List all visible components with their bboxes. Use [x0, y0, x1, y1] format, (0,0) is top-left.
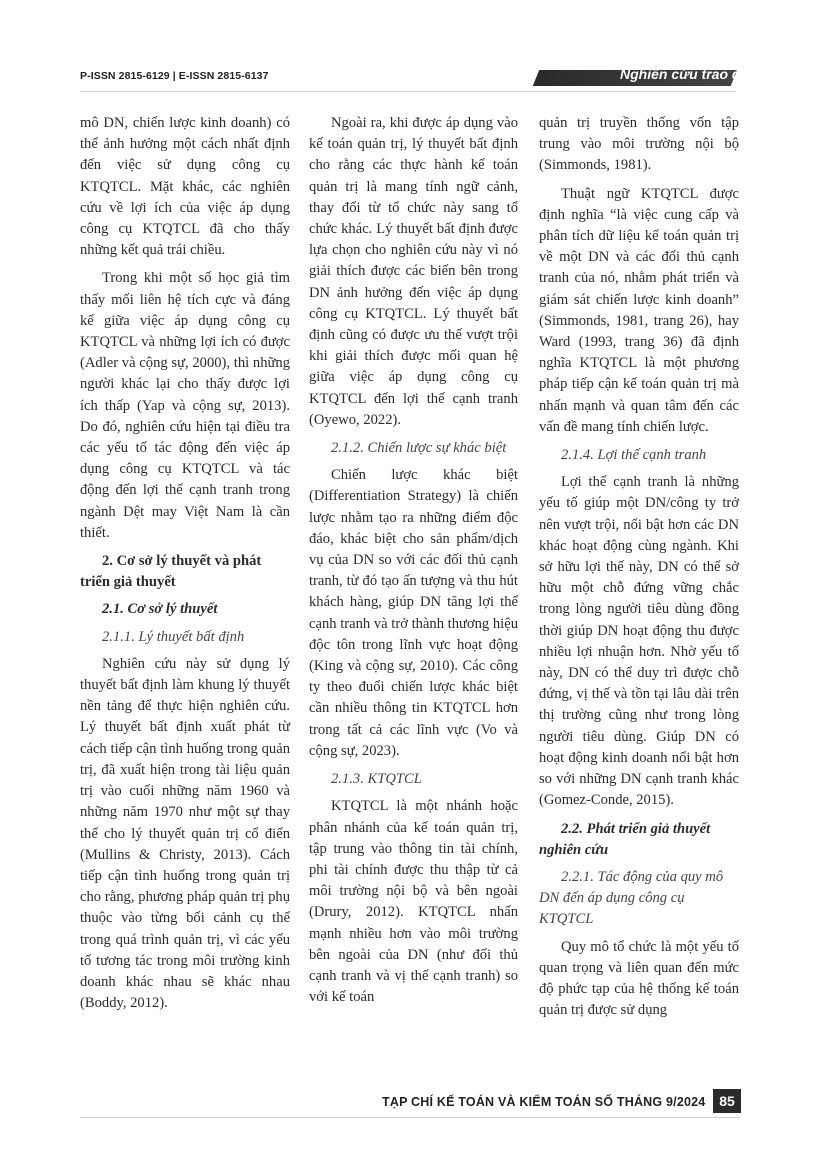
subsubsection-heading: 2.1.3. KTQTCL — [331, 771, 422, 788]
paragraph: Thuật ngữ KTQTCL được định nghĩa “là việc cung cấp và phân tích dữ liệu kế toán quản trị về một DN và các đối thủ cạnh tranh của nó, nhằm phát triển và giám sát chiến lược kinh doanh” (Simmonds, 1981, trang 26), hay Ward (1993, trang 36) đã định nghĩa KTQTCL là một phương pháp tiếp cận kế toán quản trị mà nhấn mạnh và quan tâm đến các vấn đề mang tính chiến lược. — [539, 185, 739, 435]
paragraph: Quy mô tổ chức là một yếu tố quan trọng và liên quan đến mức độ phức tạp của hệ thống kế toán quản trị được sử dụng — [539, 938, 739, 1019]
subsubsection-heading: 2.1.2. Chiến lược sự khác biệt — [331, 440, 507, 457]
paragraph: Lợi thế cạnh tranh là những yếu tố giúp một DN/công ty trở nên vượt trội, nổi bật hơn các DN khác hoạt động cùng ngành. Khi sở hữu lợi thế này, DN có thể sở hữu một chỗ đứng vững chắc trong lòng người tiêu dùng đồng thời giúp DN hoạt động thu được nhiều lợi nhuận hơn. Nhờ yếu tố này, DN có thể duy trì được chỗ đứng, vị thế và tồn tại lâu dài trên thị trường cũng như trong lòng người tiêu dùng. Giúp DN có hoạt động kinh doanh nổi bật hơn so với những DN cạnh tranh khác (Gomez-Conde, 2015). — [539, 474, 739, 809]
column-1 — [80, 113, 290, 1021]
paragraph: Ngoài ra, khi được áp dụng vào kế toán quản trị, lý thuyết bất định cho rằng các thực hành kế toán quản trị là mang tính ngữ cảnh, thay đổi từ tổ chức này sang tổ chức khác. Lý thuyết bất định được lựa chọn cho nghiên cứu này vì nó giải thích được các biến bên trong DN ảnh hưởng đến việc áp dụng công cụ KTQTCL. Lý thuyết bất định cũng có được ưu thế vượt trội khi giải thích được mối quan hệ giữa việc áp dụng công cụ KTQTCL đến lợi thế cạnh tranh (Oyewo, 2022). — [309, 115, 518, 428]
subsubsection-heading: 2.1.1. Lý thuyết bất định — [102, 628, 245, 645]
page-number: 85 — [713, 1089, 741, 1113]
subsubsection-heading: 2.2.1. Tác động của quy mô DN đến áp dụng công cụ KTQTCL — [539, 868, 724, 928]
footer-divider — [80, 1117, 740, 1118]
paragraph: Nghiên cứu này sử dụng lý thuyết bất định làm khung lý thuyết nền tảng để thực hiện nghiên cứu. Lý thuyết bất định xuất phát từ cách tiếp cận tình huống trong quản trị, đã xuất hiện trong tài liệu quản trị vào cuối những năm 1960 và những năm 1970 như một sự thay thế cho lý thuyết quản trị cổ điển (Mullins & Christy, 2013). Cách tiếp cận tình huống trong quản trị cho rằng, phương pháp quản trị phụ thuộc vào từng bối cảnh cụ thể trong quá trình quản trị, vì các yếu tố tương tác trong môi trường kinh doanh khác nhau sẽ khác nhau (Boddy, 2012). — [80, 655, 290, 1012]
journal-footer: TẠP CHÍ KẾ TOÁN VÀ KIỂM TOÁN SỐ THÁNG 9/2024 — [382, 1095, 706, 1109]
subsection-heading: 2.1. Cơ sở lý thuyết — [102, 601, 218, 618]
paragraph: Chiến lược khác biệt (Differentiation Strategy) là chiến lược nhằm tạo ra những điểm độc đáo, khác biệt cho sản phẩm/dịch vụ của DN so với các đối thủ cạnh tranh, từ đó tạo ấn tượng và thu hút khách hàng, giúp DN tăng lợi thế cạnh tranh và trở thành thương hiệu độc tôn trong lĩnh vực hoạt động (King và cộng sự, 2010). Các công ty theo đuổi chiến lược khác biệt cần nhiều thông tin KTQTCL hơn trong tất cả các lĩnh vực (Vo và cộng sự, 2023). — [309, 467, 518, 759]
section-heading: 2. Cơ sở lý thuyết và phát triển giả thuyết — [80, 553, 262, 591]
header-divider — [80, 91, 736, 92]
paragraph: Trong khi một số học giả tìm thấy mối liên hệ tích cực và đáng kể giữa việc áp dụng công cụ KTQTCL và những lợi ích có được (Adler và cộng sự, 2000), thì những người khác lại cho thấy được lợi ích thấp (Yap và cộng sự, 2013). Do đó, nghiên cứu hiện tại điều tra các yếu tố tác động đến việc áp dụng công cụ KTQTCL và tác động đến lợi thế cạnh tranh trong ngành Dệt may Việt Nam là cần thiết. — [80, 270, 290, 541]
section-title: Nghiên cứu trao đổi — [620, 66, 753, 82]
paragraph: KTQTCL là một nhánh hoặc phân nhánh của kế toán quản trị, tập trung vào thông tin tài chính, phi tài chính được thu thập từ cả môi trường nội bộ và bên ngoài (Drury, 2012). KTQTCL nhấn mạnh nhiều hơn vào môi trường bên ngoài của DN (như đối thủ cạnh tranh và vị thế cạnh tranh) so với kế toán — [309, 798, 518, 1006]
paragraph: mô DN, chiến lược kinh doanh) có thể ảnh hưởng một cách nhất định đến việc sử dụng công cụ KTQTCL. Mặt khác, các nghiên cứu về lợi ích của việc áp dụng công cụ KTQTCL đã cho thấy những kết quả trái chiều. — [80, 115, 290, 259]
subsubsection-heading: 2.1.4. Lợi thế cạnh tranh — [561, 447, 707, 464]
column-2 — [309, 113, 518, 1015]
issn-label: P-ISSN 2815-6129 | E-ISSN 2815-6137 — [80, 70, 269, 82]
paragraph: quản trị truyền thống vốn tập trung vào môi trường nội bộ (Simmonds, 1981). — [539, 115, 739, 174]
column-3 — [539, 113, 739, 1028]
subsection-heading: 2.2. Phát triển giả thuyết nghiên cứu — [539, 820, 711, 858]
